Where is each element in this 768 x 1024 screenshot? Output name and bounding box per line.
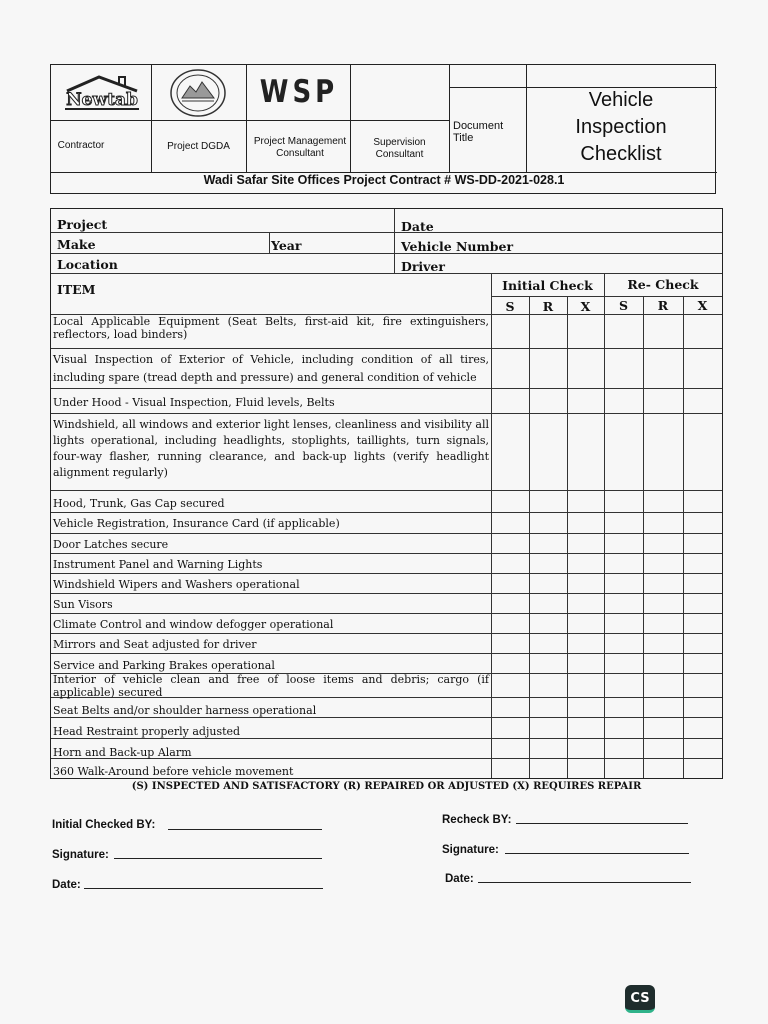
- list-item: Interior of vehicle clean and free of loose items and debris; cargo (if applicable) secured: [53, 673, 489, 699]
- recheck-by-line[interactable]: [516, 823, 688, 824]
- location-field-label: Location: [57, 257, 118, 272]
- list-item: Under Hood - Visual Inspection, Fluid levels, Belts: [53, 396, 335, 409]
- wsp-logo: [259, 73, 339, 113]
- initial-r-header: R: [542, 299, 554, 314]
- item-column-header: ITEM: [57, 282, 96, 297]
- supervision-consultant-caption: Supervision Consultant: [373, 137, 426, 160]
- signature-right-label: Signature:: [442, 844, 499, 856]
- project-caption: Project DGDA: [167, 141, 230, 152]
- vehicle-number-label: Vehicle Number: [401, 239, 514, 254]
- list-item: Vehicle Registration, Insurance Card (if applicable): [53, 517, 340, 530]
- initial-check-header: Initial Check: [502, 278, 593, 293]
- list-item: Visual Inspection of Exterior of Vehicle, including condition of all tires, including spare (tread depth and pressure) and general condition of vehicle: [53, 353, 489, 384]
- date-right-line[interactable]: [478, 882, 691, 883]
- header-table: [50, 64, 716, 194]
- list-item: Hood, Trunk, Gas Cap secured: [53, 497, 225, 510]
- camscanner-badge-icon: CS: [625, 985, 655, 1013]
- legend-text: (S) INSPECTED AND SATISFACTORY (R) REPAIRED OR ADJUSTED (X) REQUIRES REPAIR: [131, 781, 642, 792]
- signature-right-line[interactable]: [505, 853, 689, 854]
- list-item: 360 Walk-Around before vehicle movement: [53, 765, 294, 778]
- initial-checked-by-line[interactable]: [168, 829, 322, 830]
- list-item: Windshield, all windows and exterior light lenses, cleanliness and visibility all lights operational, including headlights, stoplights, taillights, turn signals, four-way flasher, running clearance, and back-up lights (verify headlight alignment regularly): [53, 418, 489, 479]
- list-item: Seat Belts and/or shoulder harness operational: [53, 704, 317, 717]
- initial-checked-by-label: Initial Checked BY:: [52, 819, 156, 831]
- list-item: Door Latches secure: [53, 538, 169, 551]
- contractor-caption: Contractor: [57, 140, 105, 151]
- list-item: Service and Parking Brakes operational: [53, 659, 275, 672]
- date-left-label: Date:: [52, 879, 81, 891]
- recheck-s-header: S: [618, 298, 629, 313]
- signature-left-line[interactable]: [114, 858, 322, 859]
- pm-consultant-caption: Project Management Consultant: [253, 136, 347, 159]
- newtab-logo-text: Newtab: [66, 90, 138, 110]
- list-item: Mirrors and Seat adjusted for driver: [53, 638, 257, 651]
- initial-s-header: S: [505, 299, 515, 314]
- list-item: Climate Control and window defogger operational: [53, 618, 334, 631]
- document-title: Vehicle Inspection Checklist: [575, 89, 667, 165]
- date-left-line[interactable]: [84, 888, 323, 889]
- project-field-label: Project: [57, 217, 108, 232]
- year-field-label: Year: [271, 238, 302, 253]
- list-item: Sun Visors: [53, 598, 113, 611]
- newtab-logo: [59, 73, 145, 115]
- recheck-by-label: Recheck BY:: [442, 814, 512, 826]
- contract-number: Wadi Safar Site Offices Project Contract # WS-DD-2021-028.1: [203, 173, 565, 187]
- recheck-x-header: X: [697, 298, 708, 313]
- signature-left-label: Signature:: [52, 849, 109, 861]
- list-item: Windshield Wipers and Washers operational: [53, 578, 300, 591]
- recheck-header: Re- Check: [627, 277, 699, 292]
- driver-field-label: Driver: [401, 259, 445, 274]
- recheck-r-header: R: [657, 298, 669, 313]
- list-item: Instrument Panel and Warning Lights: [53, 558, 263, 571]
- list-item: Local Applicable Equipment (Seat Belts, first-aid kit, fire extinguishers, reflectors, load binders): [53, 315, 489, 341]
- list-item: Head Restraint properly adjusted: [53, 725, 241, 738]
- list-item: Horn and Back-up Alarm: [53, 746, 192, 759]
- document-title-caption: Document Title: [453, 120, 504, 144]
- make-field-label: Make: [57, 237, 96, 252]
- checklist-table: [50, 208, 723, 779]
- initial-x-header: X: [580, 299, 591, 314]
- date-right-label: Date:: [445, 873, 474, 885]
- dgda-seal-icon: [168, 68, 228, 118]
- date-field-label: Date: [401, 219, 434, 234]
- wsp-logo-text: WSP: [259, 73, 339, 110]
